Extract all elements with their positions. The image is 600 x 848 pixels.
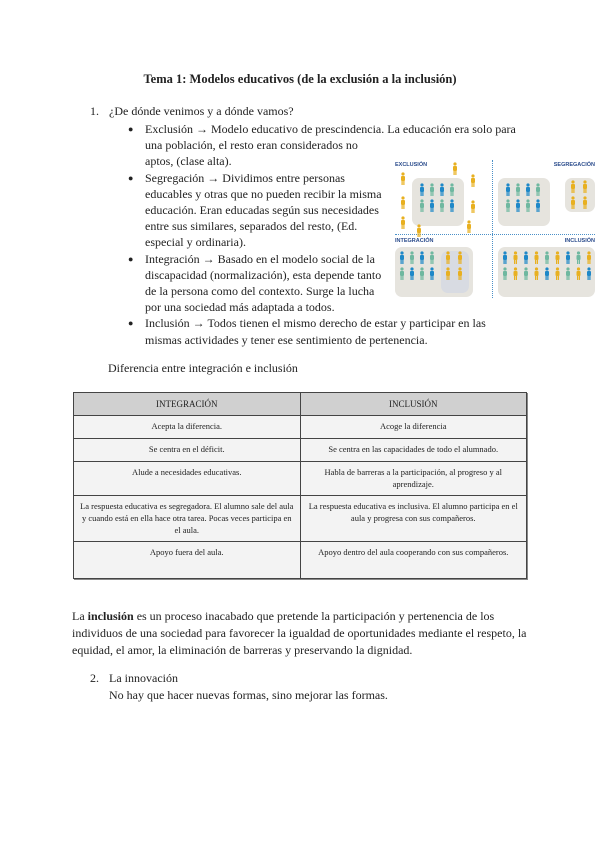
person-icon: [571, 196, 575, 209]
person-icon: [471, 200, 475, 213]
person-icon: [420, 251, 424, 264]
person-icon: [440, 199, 444, 212]
table-cell: Alude a necesidades educativas.: [74, 462, 301, 496]
person-icon: [583, 196, 587, 209]
person-icon: [506, 183, 510, 196]
person-icon: [458, 267, 462, 280]
person-icon: [516, 183, 520, 196]
table-cell: La respuesta educativa es segregadora. El alumno sale del aula y cuando está en ella hace otra tarea. Pocas veces participa en el aula.: [74, 496, 301, 542]
table-header-row: [74, 393, 527, 416]
table-row: [74, 439, 527, 462]
bold-term: inclusión: [87, 609, 134, 623]
person-icon: [430, 251, 434, 264]
comparison-table: [73, 392, 527, 579]
text-line: una población, el resto eran considerados no: [145, 138, 358, 153]
person-icon: [446, 267, 450, 280]
person-icon: [503, 251, 507, 264]
table-cell: Se centra en las capacidades de todo el alumnado.: [300, 439, 527, 462]
person-icon: [514, 251, 518, 264]
text-line: educación. Eran educadas según sus necesidades: [145, 203, 379, 218]
text: es un proceso inacabado que pretende la participación y pertenencia de los individuos de una sociedad para favorecer la igualdad de oportunidades mediante el respeto, la equidad, el amor, la eliminación de barreras y preservando la dignidad.: [72, 609, 527, 657]
table-cell: Apoyo fuera del aula.: [74, 542, 301, 579]
person-icon: [401, 216, 405, 229]
person-icon: [526, 183, 530, 196]
person-icon: [577, 267, 581, 280]
person-icon: [420, 267, 424, 280]
table-cell: Apoyo dentro del aula cooperando con sus compañeros.: [300, 542, 527, 579]
person-icon: [566, 251, 570, 264]
person-icon: [545, 251, 549, 264]
person-icon: [420, 183, 424, 196]
header-integration: INTEGRACIÓN: [74, 393, 301, 416]
person-icon: [450, 183, 454, 196]
table-cell: La respuesta educativa es inclusiva. El alumno participa en el aula y progresa con sus compañeros.: [300, 496, 527, 542]
text-line: educables y otras que no pueden recibir la misma: [145, 186, 382, 201]
person-icon: [583, 180, 587, 193]
bullet-inclusion: [128, 315, 498, 347]
person-icon: [401, 196, 405, 209]
person-icon: [430, 199, 434, 212]
text-line: discapacidad (normalización), esta depende tanto: [145, 267, 382, 282]
table-row: [74, 416, 527, 439]
person-icon: [430, 267, 434, 280]
section-heading-1: ¿De dónde venimos y a dónde vamos?: [109, 104, 294, 118]
text-line: de la persona como del contexto. Surge la lucha: [145, 284, 375, 299]
person-icon: [571, 180, 575, 193]
person-icon: [410, 251, 414, 264]
person-icon: [420, 199, 424, 212]
person-icon: [430, 183, 434, 196]
section-heading-2: La innovación: [109, 671, 178, 685]
text-line: mismas actividades y tener ese sentimiento de pertenencia.: [145, 332, 428, 347]
person-icon: [536, 183, 540, 196]
person-icon: [401, 172, 405, 185]
person-icon: [526, 199, 530, 212]
table-row: [74, 542, 527, 579]
label-integration: INTEGRACIÓN: [395, 238, 434, 244]
text-line: aptos, (clase alta).: [145, 154, 232, 169]
person-icon: [587, 251, 591, 264]
text: La: [72, 609, 88, 623]
text-line: ● Segregación → Dividimos entre personas: [145, 170, 345, 185]
person-icon: [503, 267, 507, 280]
person-icon: [516, 199, 520, 212]
person-icon: [471, 174, 475, 187]
person-icon: [577, 251, 581, 264]
label-exclusion: EXCLUSIÓN: [395, 162, 428, 168]
list-number-2: 2.: [90, 671, 99, 685]
person-icon: [556, 251, 560, 264]
person-icon: [514, 267, 518, 280]
person-icon: [453, 162, 457, 175]
person-icon: [400, 267, 404, 280]
person-icon: [467, 220, 471, 233]
innovation-text: No hay que hacer nuevas formas, sino mejorar las formas.: [109, 688, 388, 702]
people-icons: [395, 160, 595, 298]
table-row: [74, 462, 527, 496]
person-icon: [417, 224, 421, 237]
inclusion-definition-paragraph: [72, 608, 542, 659]
header-inclusion: INCLUSIÓN: [300, 393, 527, 416]
person-icon: [587, 267, 591, 280]
table-cell: Se centra en el déficit.: [74, 439, 301, 462]
list-number-1: 1.: [90, 104, 99, 118]
table-caption: Diferencia entre integración e inclusión: [108, 361, 298, 375]
page-title: Tema 1: Modelos educativos (de la exclusión a la inclusión): [143, 72, 457, 86]
person-icon: [524, 251, 528, 264]
person-icon: [536, 199, 540, 212]
table-cell: Habla de barreras a la participación, al progreso y al aprendizaje.: [300, 462, 527, 496]
text-line: ● Inclusión → Todos tienen el mismo derecho de estar y participar en las: [145, 316, 486, 331]
text-line: por una sociedad más adaptada a todos.: [145, 300, 335, 315]
person-icon: [458, 251, 462, 264]
table-cell: Acepta la diferencia.: [74, 416, 301, 439]
person-icon: [566, 267, 570, 280]
person-icon: [535, 251, 539, 264]
person-icon: [545, 267, 549, 280]
person-icon: [450, 199, 454, 212]
person-icon: [535, 267, 539, 280]
text-line: entre sus similares, separados del resto, (Ed.: [145, 219, 358, 234]
person-icon: [400, 251, 404, 264]
table-cell: Acoge la diferencia: [300, 416, 527, 439]
label-inclusion: INCLUSIÓN: [564, 238, 595, 244]
text-line: especial y ordinaria).: [145, 235, 246, 250]
person-icon: [506, 199, 510, 212]
person-icon: [524, 267, 528, 280]
text-line: ● Exclusión → Modelo educativo de prescindencia. La educación era solo para: [145, 122, 516, 136]
person-icon: [446, 251, 450, 264]
education-models-figure: [395, 160, 595, 298]
table-row: [74, 496, 527, 542]
person-icon: [440, 183, 444, 196]
person-icon: [556, 267, 560, 280]
person-icon: [410, 267, 414, 280]
text-line: ● Integración → Basado en el modelo social de la: [145, 251, 375, 266]
label-segregation: SEGREGACIÓN: [553, 162, 595, 168]
